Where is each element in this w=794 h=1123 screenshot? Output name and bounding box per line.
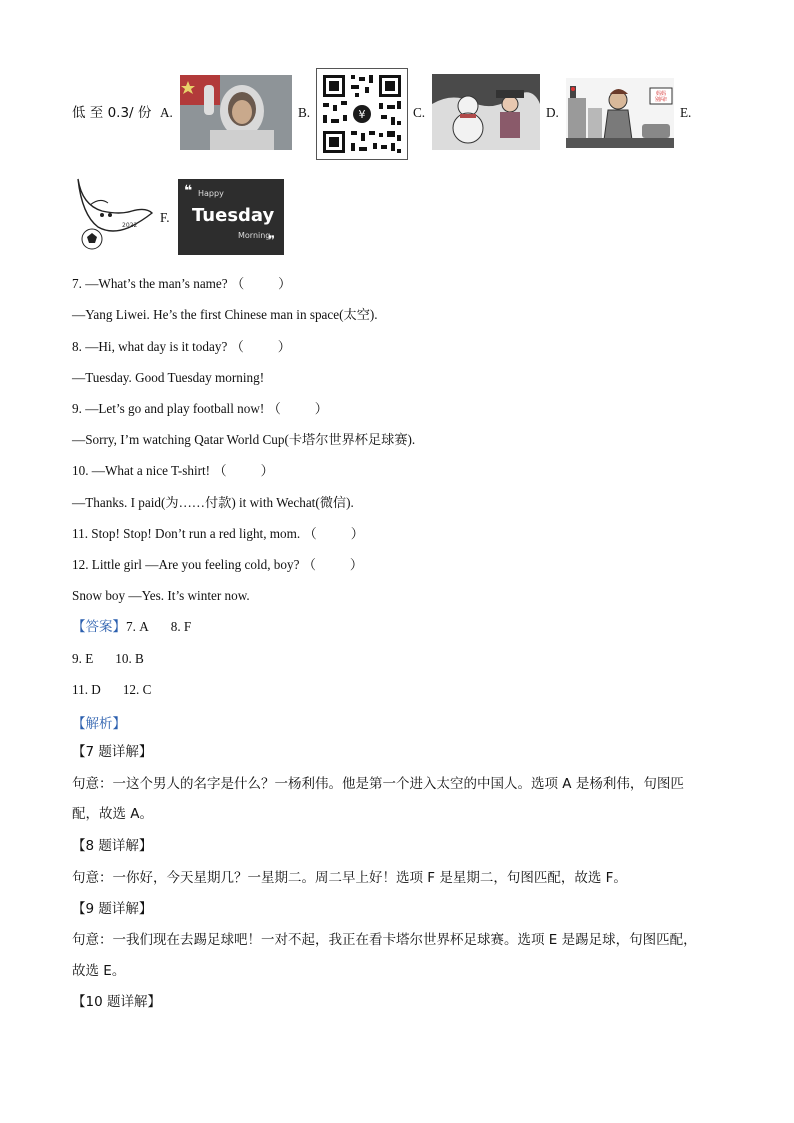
svg-text:妈妈: 妈妈 bbox=[655, 91, 667, 97]
question-8: 8. —Hi, what day is it today? （ ） bbox=[72, 339, 291, 354]
snowman-image bbox=[432, 74, 540, 150]
detail-9-heading: 【9 题详解】 bbox=[72, 901, 153, 917]
question-12: 12. Little girl —Are you feeling cold, boy? （ ） bbox=[72, 557, 364, 572]
detail-8-heading: 【8 题详解】 bbox=[72, 838, 153, 854]
question-8-answer: —Tuesday. Good Tuesday morning! bbox=[72, 370, 265, 385]
happy-tuesday-image: ❝ Happy Tuesday Morning ❞ bbox=[178, 179, 284, 255]
detail-9-line-2: 故选 E。 bbox=[72, 963, 126, 979]
svg-text:2022: 2022 bbox=[122, 222, 138, 229]
detail-7-line-1: 句意：一这个男人的名字是什么？一杨利伟。他是第一个进入太空的中国人。选项 A 是杨利伟，句图匹 bbox=[72, 776, 684, 792]
question-7: 7. —What’s the man’s name? （ ） bbox=[72, 276, 292, 291]
answer-line-2: 9. E 10. B bbox=[72, 651, 144, 666]
question-11: 11. Stop! Stop! Don’t run a red light, mom. （ ） bbox=[72, 526, 364, 541]
question-10-answer: —Thanks. I paid(为……付款) it with Wechat(微信). bbox=[72, 495, 354, 510]
option-d-label: D. bbox=[546, 105, 559, 120]
astronaut-image bbox=[180, 75, 292, 150]
detail-7-heading: 【7 题详解】 bbox=[72, 744, 153, 760]
option-f-label: F. bbox=[160, 210, 170, 225]
option-b-label: B. bbox=[298, 105, 311, 120]
detail-8-line-1: 句意：一你好，今天星期几？一星期二。周二早上好！选项 F 是星期二，句图匹配，故选 F。 bbox=[72, 870, 627, 886]
question-12-answer: Snow boy —Yes. It’s winter now. bbox=[72, 588, 250, 603]
qr-code-image bbox=[316, 68, 408, 160]
option-c-label: C. bbox=[413, 105, 426, 120]
option-a-label: A. bbox=[160, 105, 173, 120]
happy-text: Happy bbox=[198, 189, 224, 198]
detail-10-heading: 【10 题详解】 bbox=[72, 994, 161, 1010]
answer-label: 【答案】 bbox=[72, 619, 126, 635]
analysis-label: 【解析】 bbox=[72, 716, 126, 732]
question-10: 10. —What a nice T-shirt! （ ） bbox=[72, 463, 274, 478]
morning-text: Morning bbox=[238, 231, 271, 240]
price-note: 低 至 0.3/ 份 bbox=[72, 105, 152, 121]
question-9-answer: —Sorry, I’m watching Qatar World Cup(卡塔尔世界杯足球赛). bbox=[72, 432, 416, 447]
question-7-answer: —Yang Liwei. He’s the first Chinese man in space(太空). bbox=[72, 307, 378, 322]
football-mascot-image bbox=[72, 175, 154, 257]
detail-7-line-2: 配，故选 A。 bbox=[72, 806, 154, 822]
answer-line-3: 11. D 12. C bbox=[72, 682, 152, 697]
option-e-label: E. bbox=[680, 105, 692, 120]
svg-text:¥: ¥ bbox=[358, 108, 366, 121]
tuesday-text: Tuesday bbox=[192, 205, 275, 226]
detail-9-line-1: 句意：一我们现在去踢足球吧！一对不起，我正在看卡塔尔世界杯足球赛。选项 E 是踢足球，句图匹配， bbox=[72, 932, 697, 948]
svg-text:别闯!: 别闯! bbox=[654, 97, 668, 103]
answer-line-1: 【答案】7. A 8. F bbox=[72, 619, 192, 635]
red-light-image bbox=[566, 78, 674, 148]
question-9: 9. —Let’s go and play football now! （ ） bbox=[72, 401, 328, 416]
